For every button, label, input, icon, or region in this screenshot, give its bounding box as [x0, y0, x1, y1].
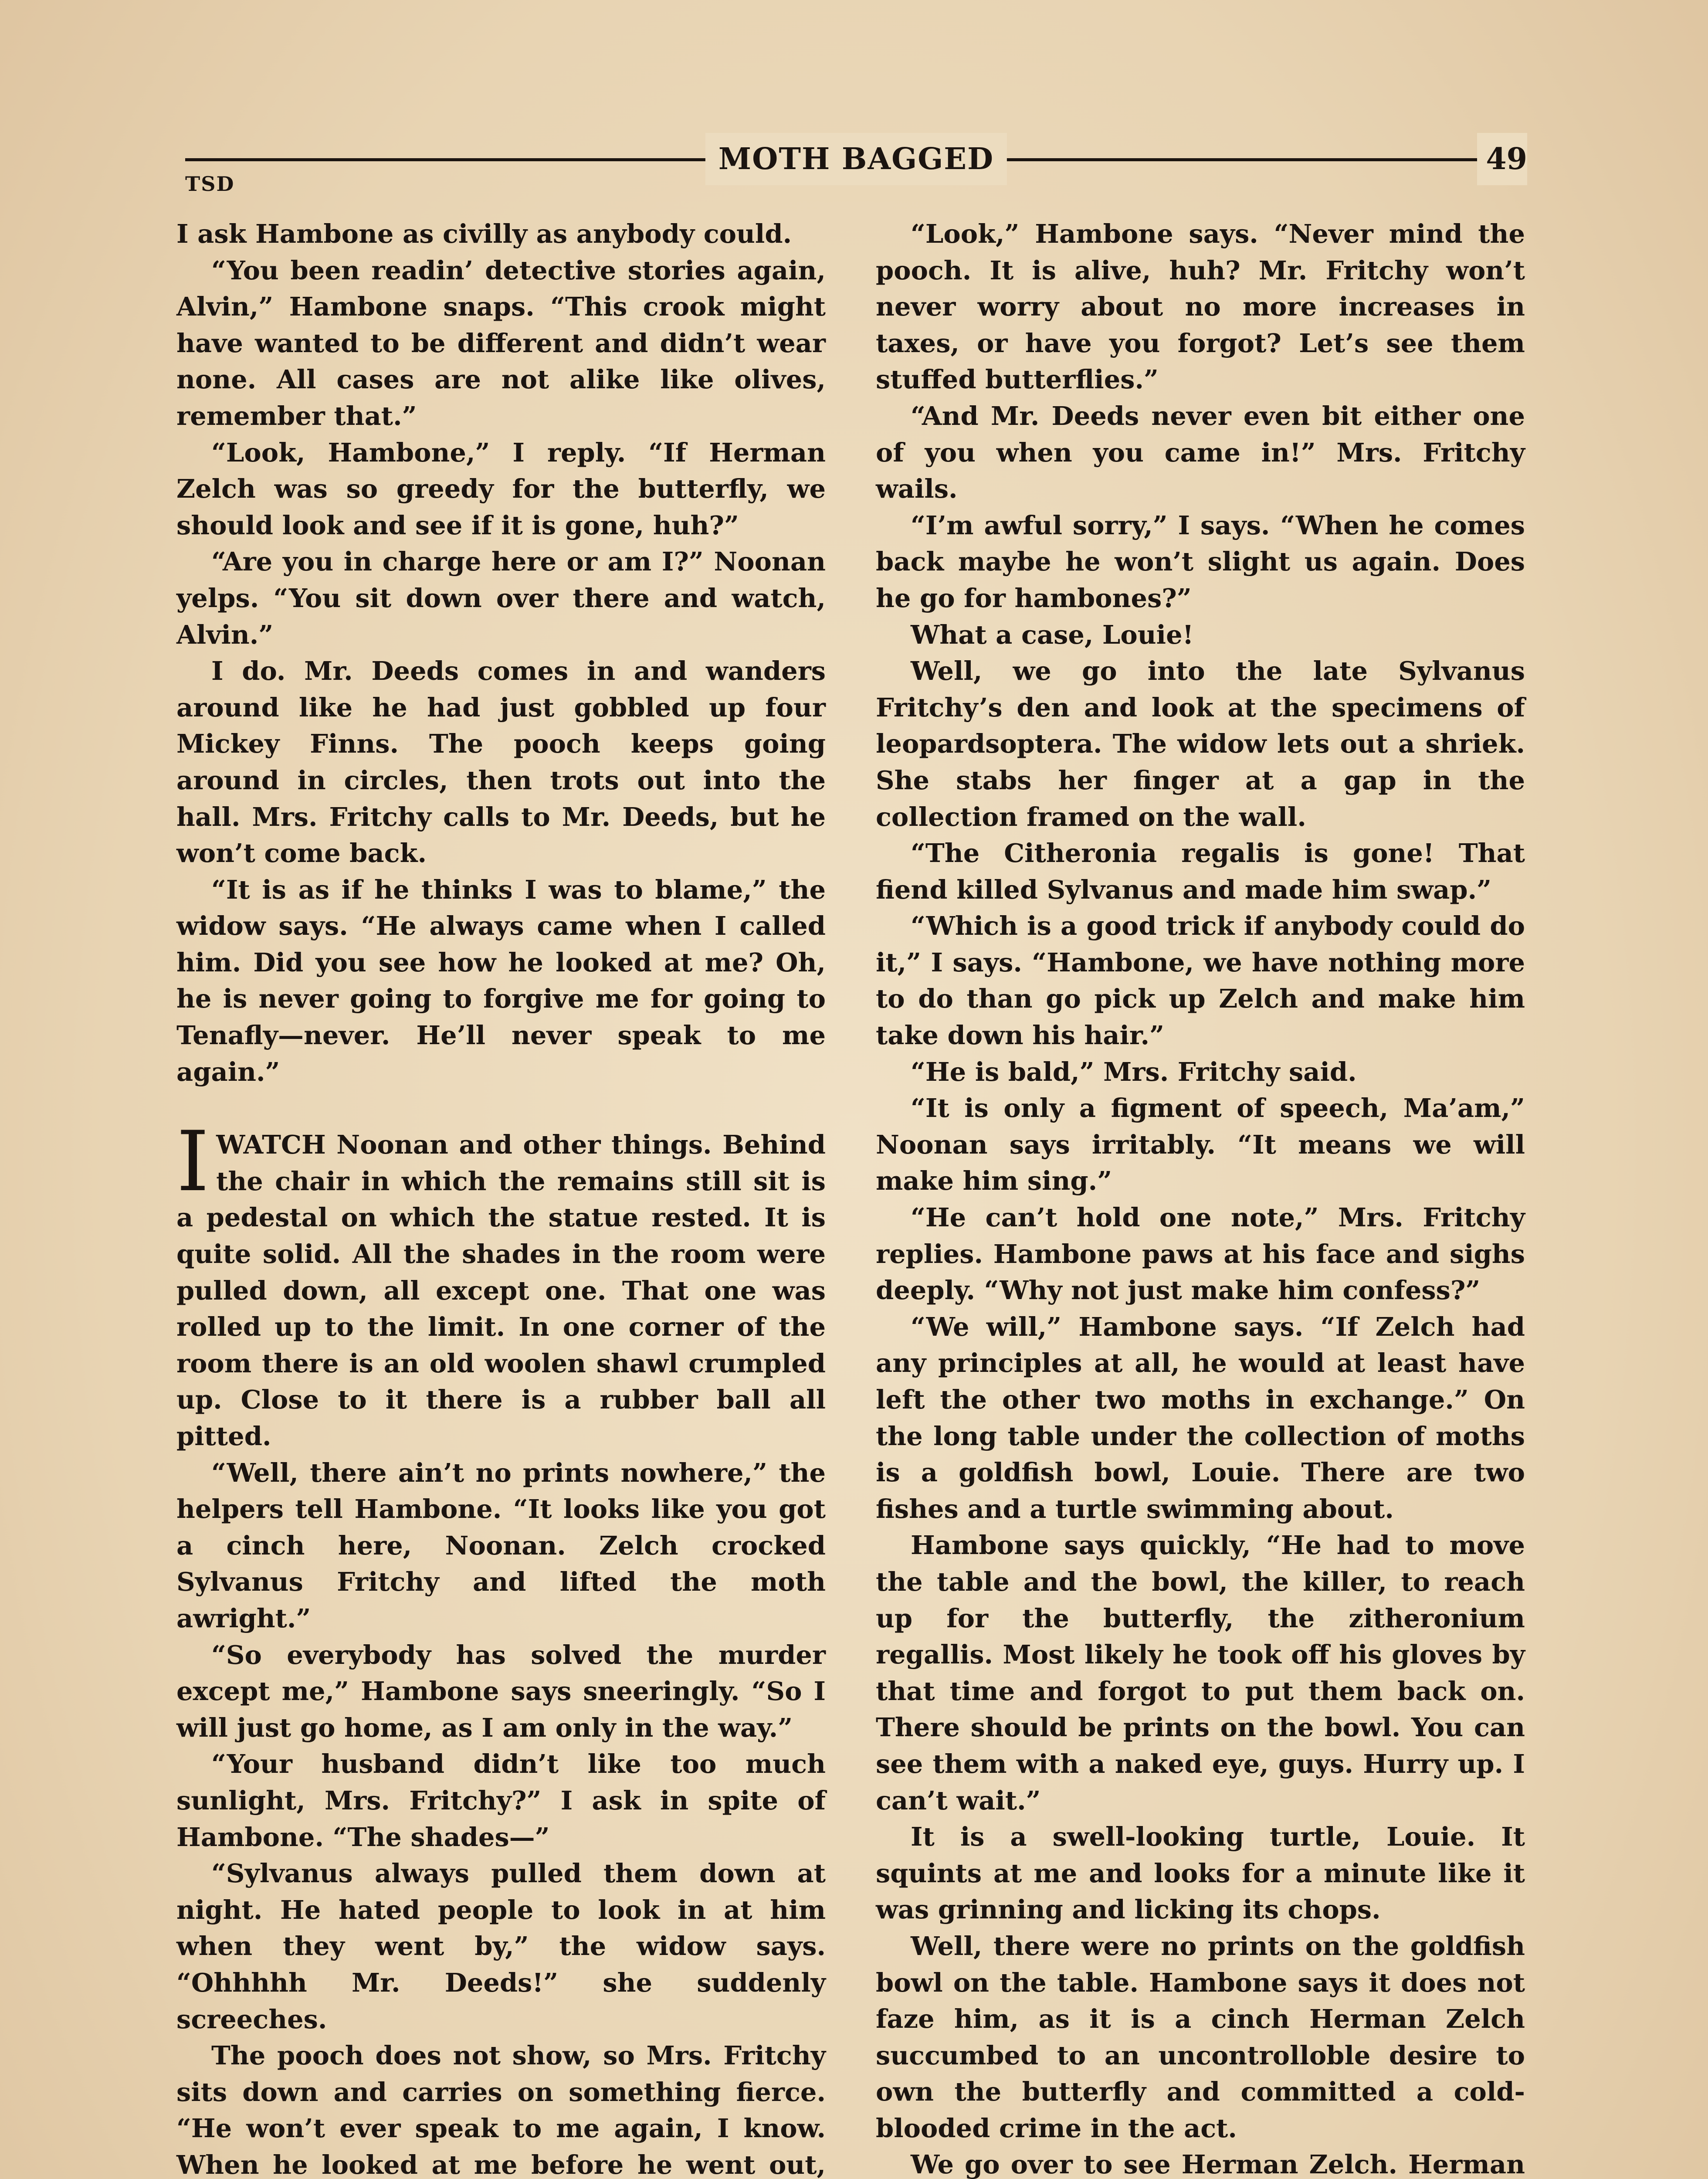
paragraph: What a case, Louie!	[911, 619, 1194, 650]
paragraph: It is a swell-looking turtle, Louie. It squints at me and looks for a minute like it was grinning and licking its chops.	[876, 1822, 1525, 1925]
paragraph: “Look,” Hambone says. “Never mind the pooch. It is alive, huh? Mr. Fritchy won’t never worry about no more increases in taxes, or have you forgot? Let’s see them stuffed butterflies.”	[876, 219, 1525, 395]
running-header	[185, 133, 1527, 185]
paragraph: Hambone says quickly, “He had to move the table and the bowl, the killer, to reach up for the butterfly, the zitheronium regallis. Most likely he took off his gloves by that time and forgot to put them back on. There should be prints on the bowl. You can see them with a naked eye, guys. Hurry up. I can’t wait.”	[876, 1530, 1525, 1816]
paragraph: I ask Hambone as civilly as anybody could.	[176, 219, 792, 249]
paragraph: “It is as if he thinks I was to blame,” the widow says. “He always came when I called him. Did you see how he looked at me? Oh, he is never going to forgive me for going to Tenafly—never. He’ll never speak to me again.”	[176, 874, 826, 1087]
section-opening-paragraph	[176, 1113, 826, 1454]
paragraph: “I’m awful sorry,” I says. “When he comes back maybe he won’t slight us again. Does he go for hambones?”	[876, 510, 1525, 613]
header-mark: TSD	[185, 172, 235, 196]
paragraph: “He can’t hold one note,” Mrs. Fritchy replies. Hambone paws at his face and sighs deeply. “Why not just make him confess?”	[876, 1202, 1525, 1306]
paragraph: “It is only a figment of speech, Ma’am,” Noonan says irritably. “It means we will make him sing.”	[876, 1093, 1525, 1196]
paragraph: “The Citheronia regalis is gone! That fiend killed Sylvanus and made him swap.”	[876, 838, 1525, 905]
paragraph: The pooch does not show, so Mrs. Fritchy sits down and carries on something fierce. “He won’t ever speak to me again, I know. When he looked at me before he went out,	[176, 2040, 826, 2179]
paragraph: “We will,” Hambone says. “If Zelch had any principles at all, he would at least have left the other two moths in exchange.” On the long table under the collection of moths is a goldfish bowl, Louie. There are two fishes and a turtle swimming about.	[876, 1311, 1525, 1524]
paragraph: “Your husband didn’t like too much sunlight, Mrs. Fritchy?” I ask in spite of Hambone. “The shades—”	[176, 1749, 826, 1852]
paragraph: “So everybody has solved the murder except me,” Hambone says sneeringly. “So I will just go home, as I am only in the way.”	[176, 1639, 826, 1743]
paragraph: “Sylvanus always pulled them down at night. He hated people to look in at him when they went by,” the widow says. “Ohhhhh Mr. Deeds!” she suddenly screeches.	[176, 1858, 826, 2034]
paragraph: I do. Mr. Deeds comes in and wanders around like he had just gobbled up four Mickey Finns. The pooch keeps going around in circles, then trots out into the hall. Mrs. Fritchy calls to Mr. Deeds, but he won’t come back.	[176, 656, 826, 869]
drop-cap: I	[176, 1113, 210, 1210]
paragraph: “Well, there ain’t no prints nowhere,” the helpers tell Hambone. “It looks like you got a cinch here, Noonan. Zelch crocked Sylvanus Fritchy and lifted the moth awright.”	[176, 1457, 826, 1633]
left-column	[176, 216, 826, 2179]
paragraph: “Look, Hambone,” I reply. “If Herman Zelch was so greedy for the butterfly, we should look and see if it is gone, huh?”	[176, 437, 826, 540]
paragraph: “And Mr. Deeds never even bit either one of you when you came in!” Mrs. Fritchy wails.	[876, 401, 1525, 504]
paragraph: “Are you in charge here or am I?” Noonan yelps. “You sit down over there and watch, Alvin.”	[176, 546, 826, 650]
section-opening-text: WATCH Noonan and other things. Behind the chair in which the remains still sit is a pedestal on which the statue rested. It is quite solid. All the shades in the room were pulled down, all except one. That one was rolled up to the limit. In one corner of the room there is an old woolen shawl crumpled up. Close to it there is a rubber ball all pitted.	[176, 1130, 826, 1451]
right-column	[876, 216, 1525, 2179]
paragraph: Well, we go into the late Sylvanus Fritchy’s den and look at the specimens of leopardsoptera. The widow lets out a shriek. She stabs her finger at a gap in the collection framed on the wall.	[876, 656, 1525, 832]
paragraph: We go over to see Herman Zelch. Herman	[911, 2149, 1525, 2179]
paragraph: “Which is a good trick if anybody could do it,” I says. “Hambone, we have nothing more to do than go pick up Zelch and make him take down his hair.”	[876, 911, 1525, 1051]
page-number: 49	[1477, 133, 1527, 185]
paragraph: Well, there were no prints on the goldfish bowl on the table. Hambone says it does not faze him, as it is a cinch Herman Zelch succumbed to an uncontrolloble desire to own the butterfly and committed a cold-blooded crime in the act.	[876, 1931, 1525, 2143]
paragraph: “He is bald,” Mrs. Fritchy said.	[911, 1056, 1357, 1087]
story-title: MOTH BAGGED	[705, 133, 1007, 185]
paragraph: “You been readin’ detective stories again, Alvin,” Hambone snaps. “This crook might have wanted to be different and didn’t wear none. All cases are not alike like olives, remember that.”	[176, 255, 826, 431]
